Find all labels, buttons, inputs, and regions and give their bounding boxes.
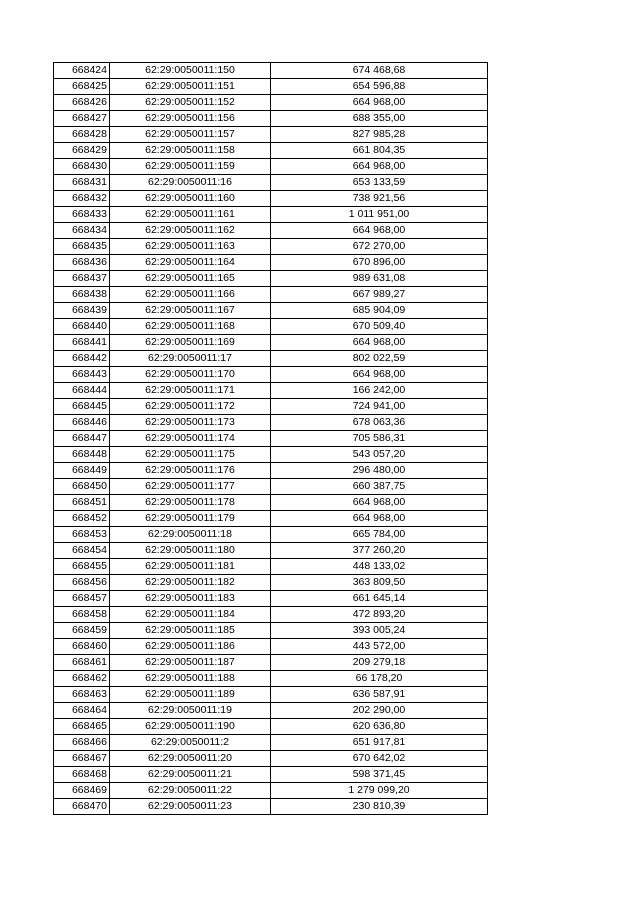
cadastral-value-cell: 724 941,00 <box>271 399 488 415</box>
cadastral-value-cell: 827 985,28 <box>271 127 488 143</box>
cadastral-number-cell: 62:29:0050011:185 <box>110 623 271 639</box>
cadastral-number-cell: 62:29:0050011:184 <box>110 607 271 623</box>
table-body <box>54 63 488 815</box>
cadastral-value-cell: 653 133,59 <box>271 175 488 191</box>
table-row <box>54 719 488 735</box>
cadastral-value-cell: 598 371,45 <box>271 767 488 783</box>
cadastral-number-cell: 62:29:0050011:189 <box>110 687 271 703</box>
row-number-cell: 668456 <box>54 575 110 591</box>
row-number-cell: 668431 <box>54 175 110 191</box>
table-row <box>54 159 488 175</box>
cadastral-number-cell: 62:29:0050011:180 <box>110 543 271 559</box>
table-row <box>54 335 488 351</box>
table-row <box>54 79 488 95</box>
table-row <box>54 655 488 671</box>
cadastral-value-cell: 705 586,31 <box>271 431 488 447</box>
table-row <box>54 527 488 543</box>
cadastral-number-cell: 62:29:0050011:161 <box>110 207 271 223</box>
cadastral-value-cell: 664 968,00 <box>271 511 488 527</box>
cadastral-number-cell: 62:29:0050011:2 <box>110 735 271 751</box>
cadastral-value-cell: 664 968,00 <box>271 95 488 111</box>
cadastral-number-cell: 62:29:0050011:175 <box>110 447 271 463</box>
table-row <box>54 399 488 415</box>
row-number-cell: 668424 <box>54 63 110 79</box>
table-row <box>54 767 488 783</box>
row-number-cell: 668466 <box>54 735 110 751</box>
table-row <box>54 111 488 127</box>
cadastral-number-cell: 62:29:0050011:17 <box>110 351 271 367</box>
cadastral-value-cell: 296 480,00 <box>271 463 488 479</box>
row-number-cell: 668464 <box>54 703 110 719</box>
cadastral-number-cell: 62:29:0050011:179 <box>110 511 271 527</box>
cadastral-value-cell: 685 904,09 <box>271 303 488 319</box>
row-number-cell: 668467 <box>54 751 110 767</box>
cadastral-value-cell: 1 011 951,00 <box>271 207 488 223</box>
table-row <box>54 271 488 287</box>
table-row <box>54 431 488 447</box>
cadastral-value-cell: 472 893,20 <box>271 607 488 623</box>
cadastral-value-cell: 1 279 099,20 <box>271 783 488 799</box>
row-number-cell: 668427 <box>54 111 110 127</box>
cadastral-value-cell: 989 631,08 <box>271 271 488 287</box>
row-number-cell: 668452 <box>54 511 110 527</box>
row-number-cell: 668458 <box>54 607 110 623</box>
table-row <box>54 799 488 815</box>
cadastral-value-cell: 543 057,20 <box>271 447 488 463</box>
row-number-cell: 668469 <box>54 783 110 799</box>
row-number-cell: 668426 <box>54 95 110 111</box>
row-number-cell: 668460 <box>54 639 110 655</box>
cadastral-number-cell: 62:29:0050011:157 <box>110 127 271 143</box>
row-number-cell: 668457 <box>54 591 110 607</box>
table-row <box>54 463 488 479</box>
cadastral-number-cell: 62:29:0050011:165 <box>110 271 271 287</box>
row-number-cell: 668455 <box>54 559 110 575</box>
cadastral-value-cell: 443 572,00 <box>271 639 488 655</box>
cadastral-value-cell: 230 810,39 <box>271 799 488 815</box>
row-number-cell: 668447 <box>54 431 110 447</box>
cadastral-number-cell: 62:29:0050011:150 <box>110 63 271 79</box>
table-row <box>54 751 488 767</box>
table-row <box>54 351 488 367</box>
table-row <box>54 735 488 751</box>
row-number-cell: 668435 <box>54 239 110 255</box>
cadastral-number-cell: 62:29:0050011:173 <box>110 415 271 431</box>
row-number-cell: 668449 <box>54 463 110 479</box>
table-row <box>54 575 488 591</box>
cadastral-number-cell: 62:29:0050011:156 <box>110 111 271 127</box>
cadastral-value-cell: 688 355,00 <box>271 111 488 127</box>
table-row <box>54 191 488 207</box>
cadastral-number-cell: 62:29:0050011:18 <box>110 527 271 543</box>
cadastral-value-cell: 674 468,68 <box>271 63 488 79</box>
cadastral-value-table <box>53 62 488 815</box>
row-number-cell: 668468 <box>54 767 110 783</box>
row-number-cell: 668461 <box>54 655 110 671</box>
table-row <box>54 495 488 511</box>
table-row <box>54 303 488 319</box>
cadastral-value-cell: 654 596,88 <box>271 79 488 95</box>
cadastral-number-cell: 62:29:0050011:177 <box>110 479 271 495</box>
row-number-cell: 668442 <box>54 351 110 367</box>
row-number-cell: 668453 <box>54 527 110 543</box>
cadastral-value-cell: 363 809,50 <box>271 575 488 591</box>
cadastral-number-cell: 62:29:0050011:152 <box>110 95 271 111</box>
cadastral-value-cell: 66 178,20 <box>271 671 488 687</box>
table-row <box>54 479 488 495</box>
row-number-cell: 668439 <box>54 303 110 319</box>
cadastral-value-cell: 678 063,36 <box>271 415 488 431</box>
cadastral-value-cell: 664 968,00 <box>271 335 488 351</box>
table-row <box>54 783 488 799</box>
table-row <box>54 703 488 719</box>
table-row <box>54 415 488 431</box>
table-row <box>54 143 488 159</box>
cadastral-number-cell: 62:29:0050011:176 <box>110 463 271 479</box>
row-number-cell: 668429 <box>54 143 110 159</box>
row-number-cell: 668448 <box>54 447 110 463</box>
table-row <box>54 255 488 271</box>
row-number-cell: 668434 <box>54 223 110 239</box>
cadastral-number-cell: 62:29:0050011:163 <box>110 239 271 255</box>
cadastral-value-cell: 670 509,40 <box>271 319 488 335</box>
table-row <box>54 207 488 223</box>
table-row <box>54 383 488 399</box>
cadastral-value-cell: 738 921,56 <box>271 191 488 207</box>
table-row <box>54 559 488 575</box>
cadastral-value-cell: 672 270,00 <box>271 239 488 255</box>
table-row <box>54 319 488 335</box>
row-number-cell: 668459 <box>54 623 110 639</box>
cadastral-number-cell: 62:29:0050011:164 <box>110 255 271 271</box>
cadastral-value-cell: 202 290,00 <box>271 703 488 719</box>
row-number-cell: 668441 <box>54 335 110 351</box>
cadastral-number-cell: 62:29:0050011:22 <box>110 783 271 799</box>
cadastral-number-cell: 62:29:0050011:158 <box>110 143 271 159</box>
cadastral-number-cell: 62:29:0050011:170 <box>110 367 271 383</box>
row-number-cell: 668436 <box>54 255 110 271</box>
row-number-cell: 668465 <box>54 719 110 735</box>
cadastral-number-cell: 62:29:0050011:21 <box>110 767 271 783</box>
table-row <box>54 607 488 623</box>
cadastral-value-cell: 670 642,02 <box>271 751 488 767</box>
row-number-cell: 668470 <box>54 799 110 815</box>
cadastral-number-cell: 62:29:0050011:169 <box>110 335 271 351</box>
cadastral-value-cell: 660 387,75 <box>271 479 488 495</box>
table-row <box>54 95 488 111</box>
cadastral-value-cell: 664 968,00 <box>271 367 488 383</box>
row-number-cell: 668438 <box>54 287 110 303</box>
cadastral-number-cell: 62:29:0050011:178 <box>110 495 271 511</box>
table-row <box>54 63 488 79</box>
table-row <box>54 175 488 191</box>
row-number-cell: 668444 <box>54 383 110 399</box>
cadastral-number-cell: 62:29:0050011:19 <box>110 703 271 719</box>
table-row <box>54 639 488 655</box>
row-number-cell: 668445 <box>54 399 110 415</box>
cadastral-number-cell: 62:29:0050011:174 <box>110 431 271 447</box>
cadastral-number-cell: 62:29:0050011:23 <box>110 799 271 815</box>
table-row <box>54 447 488 463</box>
table-row <box>54 367 488 383</box>
cadastral-number-cell: 62:29:0050011:186 <box>110 639 271 655</box>
cadastral-number-cell: 62:29:0050011:168 <box>110 319 271 335</box>
cadastral-value-cell: 166 242,00 <box>271 383 488 399</box>
cadastral-number-cell: 62:29:0050011:159 <box>110 159 271 175</box>
cadastral-number-cell: 62:29:0050011:166 <box>110 287 271 303</box>
cadastral-value-cell: 665 784,00 <box>271 527 488 543</box>
cadastral-value-cell: 209 279,18 <box>271 655 488 671</box>
row-number-cell: 668454 <box>54 543 110 559</box>
row-number-cell: 668437 <box>54 271 110 287</box>
cadastral-value-cell: 670 896,00 <box>271 255 488 271</box>
cadastral-number-cell: 62:29:0050011:16 <box>110 175 271 191</box>
table-row <box>54 591 488 607</box>
table-row <box>54 671 488 687</box>
cadastral-value-cell: 636 587,91 <box>271 687 488 703</box>
row-number-cell: 668446 <box>54 415 110 431</box>
table-row <box>54 623 488 639</box>
cadastral-value-cell: 620 636,80 <box>271 719 488 735</box>
cadastral-number-cell: 62:29:0050011:190 <box>110 719 271 735</box>
table-row <box>54 239 488 255</box>
row-number-cell: 668425 <box>54 79 110 95</box>
row-number-cell: 668430 <box>54 159 110 175</box>
table-row <box>54 127 488 143</box>
row-number-cell: 668462 <box>54 671 110 687</box>
row-number-cell: 668433 <box>54 207 110 223</box>
cadastral-value-cell: 661 804,35 <box>271 143 488 159</box>
cadastral-value-cell: 664 968,00 <box>271 159 488 175</box>
cadastral-number-cell: 62:29:0050011:172 <box>110 399 271 415</box>
cadastral-value-cell: 448 133,02 <box>271 559 488 575</box>
cadastral-number-cell: 62:29:0050011:181 <box>110 559 271 575</box>
cadastral-number-cell: 62:29:0050011:167 <box>110 303 271 319</box>
table-row <box>54 287 488 303</box>
cadastral-value-cell: 802 022,59 <box>271 351 488 367</box>
table-row <box>54 511 488 527</box>
cadastral-number-cell: 62:29:0050011:20 <box>110 751 271 767</box>
row-number-cell: 668450 <box>54 479 110 495</box>
cadastral-number-cell: 62:29:0050011:151 <box>110 79 271 95</box>
cadastral-value-cell: 661 645,14 <box>271 591 488 607</box>
cadastral-value-cell: 651 917,81 <box>271 735 488 751</box>
cadastral-number-cell: 62:29:0050011:171 <box>110 383 271 399</box>
row-number-cell: 668428 <box>54 127 110 143</box>
table-row <box>54 543 488 559</box>
cadastral-number-cell: 62:29:0050011:187 <box>110 655 271 671</box>
cadastral-number-cell: 62:29:0050011:182 <box>110 575 271 591</box>
cadastral-value-cell: 664 968,00 <box>271 495 488 511</box>
row-number-cell: 668440 <box>54 319 110 335</box>
cadastral-value-cell: 667 989,27 <box>271 287 488 303</box>
row-number-cell: 668451 <box>54 495 110 511</box>
cadastral-value-cell: 664 968,00 <box>271 223 488 239</box>
table-row <box>54 223 488 239</box>
row-number-cell: 668432 <box>54 191 110 207</box>
row-number-cell: 668463 <box>54 687 110 703</box>
cadastral-value-cell: 377 260,20 <box>271 543 488 559</box>
cadastral-number-cell: 62:29:0050011:183 <box>110 591 271 607</box>
row-number-cell: 668443 <box>54 367 110 383</box>
cadastral-number-cell: 62:29:0050011:160 <box>110 191 271 207</box>
cadastral-number-cell: 62:29:0050011:188 <box>110 671 271 687</box>
cadastral-number-cell: 62:29:0050011:162 <box>110 223 271 239</box>
table-row <box>54 687 488 703</box>
cadastral-value-cell: 393 005,24 <box>271 623 488 639</box>
